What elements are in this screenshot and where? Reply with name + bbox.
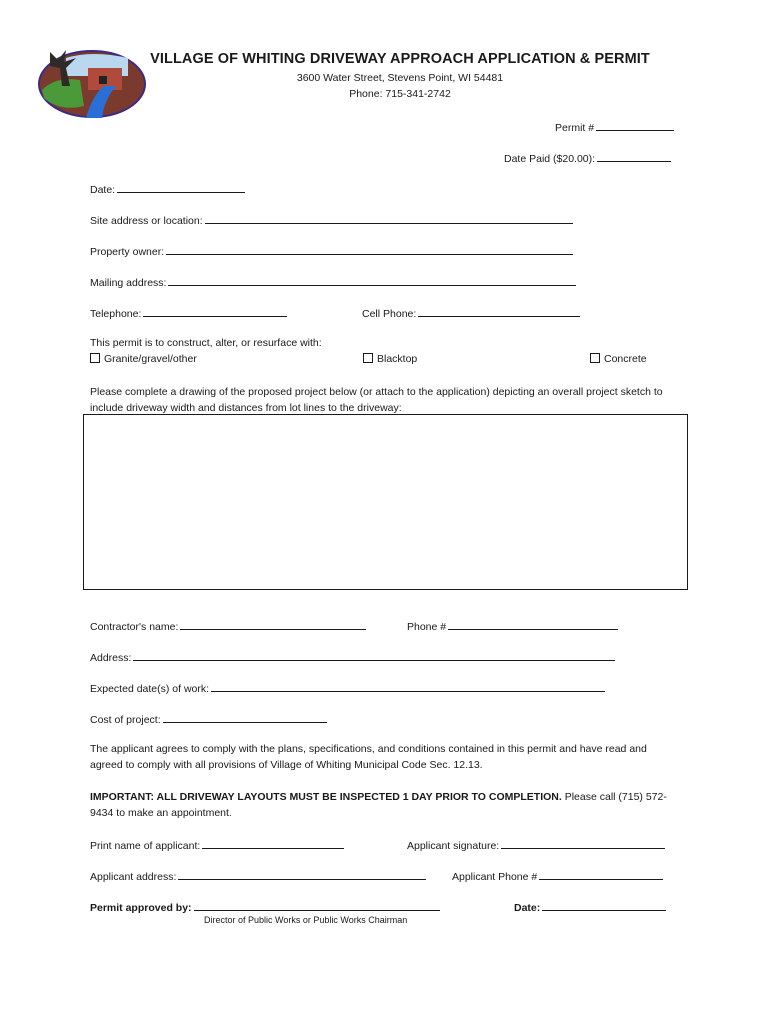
option-concrete[interactable] bbox=[590, 353, 647, 365]
date-line[interactable] bbox=[117, 182, 245, 193]
property-owner-field[interactable] bbox=[90, 244, 573, 258]
contractor-name-line[interactable] bbox=[180, 619, 366, 630]
telephone-label: Telephone: bbox=[90, 308, 142, 320]
mailing-address-line[interactable] bbox=[168, 275, 576, 286]
option-granite[interactable] bbox=[90, 353, 197, 365]
contractor-phone-line[interactable] bbox=[448, 619, 618, 630]
approval-date-line[interactable] bbox=[542, 900, 666, 911]
mailing-address-label: Mailing address: bbox=[90, 277, 167, 289]
date-paid-label: Date Paid ($20.00): bbox=[504, 153, 596, 165]
applicant-phone-field[interactable] bbox=[452, 869, 663, 883]
applicant-address-field[interactable] bbox=[90, 869, 426, 883]
cell-phone-field[interactable] bbox=[362, 306, 580, 320]
surface-intro: This permit is to construct, alter, or resurface with: bbox=[90, 337, 322, 349]
approved-by-label: Permit approved by: bbox=[90, 902, 192, 914]
print-name-field[interactable] bbox=[90, 838, 344, 852]
mailing-address-field[interactable] bbox=[90, 275, 576, 289]
contractor-phone-field[interactable] bbox=[407, 619, 618, 633]
site-address-line[interactable] bbox=[205, 213, 573, 224]
property-owner-line[interactable] bbox=[166, 244, 573, 255]
important-bold: IMPORTANT: ALL DRIVEWAY LAYOUTS MUST BE INSPECTED 1 DAY PRIOR TO COMPLETION. bbox=[90, 791, 562, 803]
site-address-label: Site address or location: bbox=[90, 215, 203, 227]
approved-by-line[interactable] bbox=[194, 900, 440, 911]
agreement-text: The applicant agrees to comply with the plans, specifications, and conditions contained in this permit and have read and agreed to comply with all provisions of Village of Whiting Municipal Code Sec. 12.13. bbox=[90, 743, 647, 771]
expected-dates-label: Expected date(s) of work: bbox=[90, 683, 210, 695]
approver-title-caption: Director of Public Works or Public Works Chairman bbox=[204, 915, 408, 925]
print-name-label: Print name of applicant: bbox=[90, 840, 201, 852]
signature-label: Applicant signature: bbox=[407, 840, 500, 852]
checkbox-concrete[interactable] bbox=[590, 353, 600, 363]
cell-phone-line[interactable] bbox=[418, 306, 580, 317]
contractor-name-field[interactable] bbox=[90, 619, 366, 633]
page-title: VILLAGE OF WHITING DRIVEWAY APPROACH APPLICATION & PERMIT bbox=[150, 51, 650, 67]
option-blacktop-label: Blacktop bbox=[377, 353, 418, 365]
option-granite-label: Granite/gravel/other bbox=[104, 353, 197, 365]
drawing-area[interactable] bbox=[83, 414, 688, 590]
header-phone: Phone: 715-341-2742 bbox=[349, 88, 451, 100]
date-field[interactable] bbox=[90, 182, 245, 196]
logo-door bbox=[99, 76, 107, 84]
approval-date-label: Date: bbox=[514, 902, 541, 914]
option-blacktop[interactable] bbox=[363, 353, 417, 365]
applicant-phone-line[interactable] bbox=[539, 869, 663, 880]
permit-number-field[interactable] bbox=[555, 120, 674, 134]
important-rest: Please call (715) 572-9434 to make an appointment. bbox=[90, 791, 667, 819]
applicant-address-line[interactable] bbox=[178, 869, 426, 880]
checkbox-granite[interactable] bbox=[90, 353, 100, 363]
applicant-address-label: Applicant address: bbox=[90, 871, 177, 883]
cell-phone-label: Cell Phone: bbox=[362, 308, 417, 320]
approved-by-field[interactable] bbox=[90, 900, 440, 914]
contractor-address-line[interactable] bbox=[133, 650, 615, 661]
permit-number-line[interactable] bbox=[596, 120, 674, 131]
applicant-phone-label: Applicant Phone # bbox=[452, 871, 538, 883]
checkbox-blacktop[interactable] bbox=[363, 353, 373, 363]
expected-dates-line[interactable] bbox=[211, 681, 605, 692]
option-concrete-label: Concrete bbox=[604, 353, 647, 365]
contractor-phone-label: Phone # bbox=[407, 621, 447, 633]
expected-dates-field[interactable] bbox=[90, 681, 605, 695]
signature-line[interactable] bbox=[501, 838, 665, 849]
contractor-name-label: Contractor's name: bbox=[90, 621, 179, 633]
date-label: Date: bbox=[90, 184, 116, 196]
telephone-line[interactable] bbox=[143, 306, 287, 317]
print-name-line[interactable] bbox=[202, 838, 344, 849]
date-paid-line[interactable] bbox=[597, 151, 671, 162]
important-notice bbox=[90, 789, 670, 821]
project-cost-field[interactable] bbox=[90, 712, 327, 726]
property-owner-label: Property owner: bbox=[90, 246, 165, 258]
contractor-address-field[interactable] bbox=[90, 650, 615, 664]
contractor-address-label: Address: bbox=[90, 652, 132, 664]
project-cost-label: Cost of project: bbox=[90, 714, 161, 726]
date-paid-field[interactable] bbox=[504, 151, 671, 165]
header-address: 3600 Water Street, Stevens Point, WI 54481 bbox=[296, 72, 504, 84]
village-logo bbox=[36, 46, 148, 120]
project-cost-line[interactable] bbox=[163, 712, 327, 723]
drawing-instructions: Please complete a drawing of the proposed project below (or attach to the application) depicting an overall project sketch to include driveway width and distances from lot lines to the driveway: bbox=[90, 386, 663, 414]
signature-field[interactable] bbox=[407, 838, 665, 852]
approval-date-field[interactable] bbox=[514, 900, 666, 914]
telephone-field[interactable] bbox=[90, 306, 287, 320]
permit-number-label: Permit # bbox=[555, 122, 595, 134]
site-address-field[interactable] bbox=[90, 213, 573, 227]
